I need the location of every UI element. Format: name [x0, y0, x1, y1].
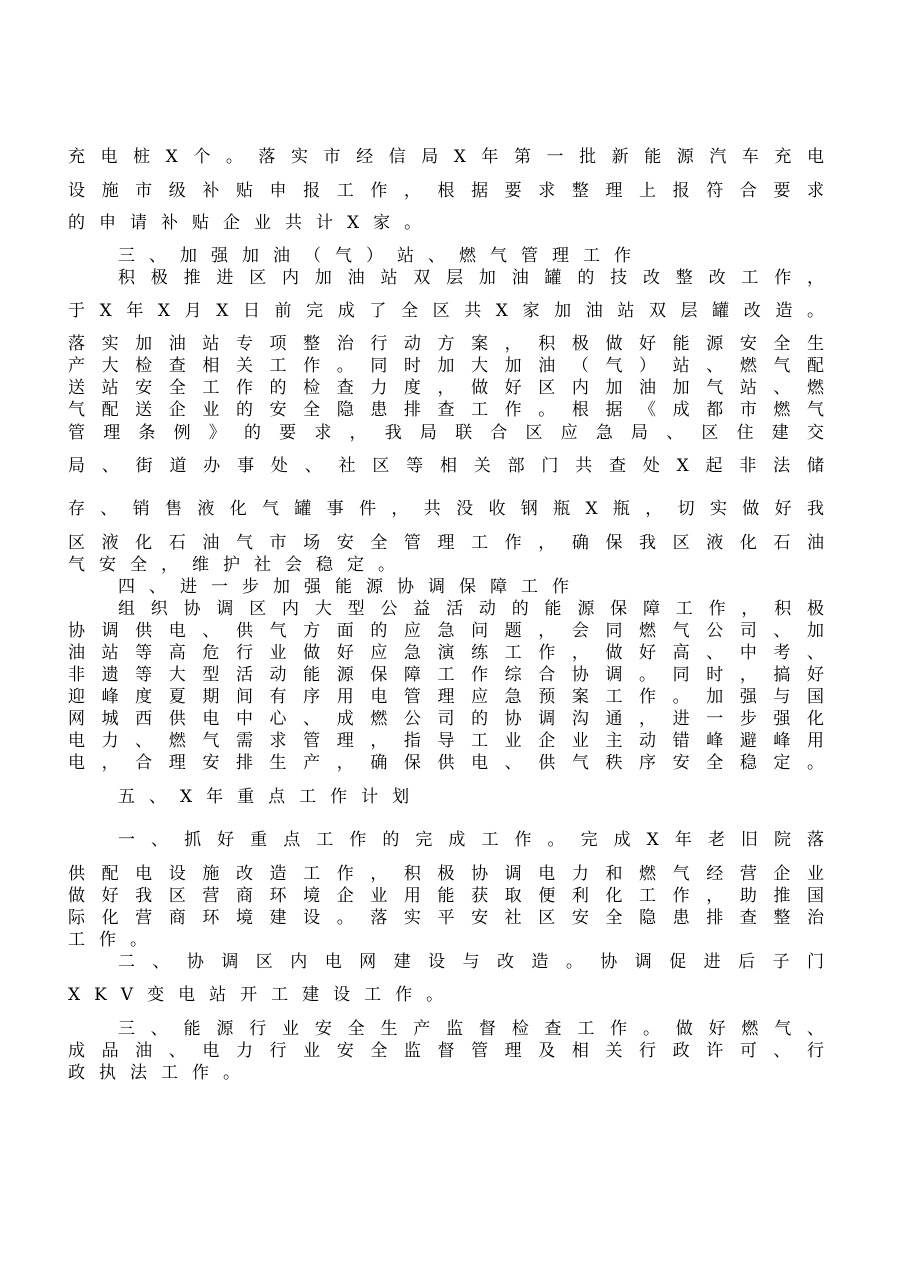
- text-line: 积极推进区内加油站双层加油罐的技改整改工作，: [118, 268, 824, 288]
- text-line: 局、街道办事处、社区等相关部门共查处X起非法储: [68, 456, 824, 476]
- text-line: 落实加油站专项整治行动方案，积极做好能源安全生: [68, 334, 824, 354]
- text-line: [68, 555, 824, 575]
- text-line: 做好我区营商环境企业用能获取便利化工作，助推国: [68, 886, 824, 906]
- text-line: 油站等高危行业做好应急演练工作，做好高、中考、: [68, 643, 824, 663]
- text-line: 成品油、电力行业安全监督管理及相关行政许可、行: [68, 1041, 824, 1061]
- section-heading: [118, 246, 824, 266]
- text-line: 管理条例》的要求，我局联合区应急局、区住建交: [68, 423, 824, 443]
- heading-text: 三、加强加油（气）站、燃气管理工作: [118, 246, 645, 266]
- text-line: 三、能源行业安全生产监督检查工作。做好燃气、: [118, 1019, 824, 1039]
- section-heading: [118, 577, 824, 597]
- text-span: 政执法工作。: [68, 1063, 254, 1083]
- text-span: 的申请补贴企业共计X家。: [68, 213, 436, 233]
- text-line: [68, 930, 824, 950]
- text-line: 供配电设施改造工作，积极协调电力和燃气经营企业: [68, 864, 824, 884]
- text-line: 电，合理安排生产，确保供电、供气秩序安全稳定。: [68, 753, 824, 773]
- text-line: 电力、燃气需求管理，指导工业企业主动错峰避峰用: [68, 731, 824, 751]
- text-line: [68, 985, 824, 1005]
- section-heading: [118, 787, 824, 807]
- heading-text: 五、X年重点工作计划: [118, 787, 424, 807]
- heading-text: 四、进一步加强能源协调保障工作: [118, 577, 583, 597]
- text-line: 存、销售液化气罐事件，共没收钢瓶X瓶，切实做好我: [68, 499, 824, 519]
- text-line: 一、抓好重点工作的完成工作。完成X年老旧院落: [118, 830, 824, 850]
- text-line: 产大检查相关工作。同时加大加油（气）站、燃气配: [68, 356, 824, 376]
- text-line: 设施市级补贴申报工作，根据要求整理上报符合要求: [68, 181, 824, 201]
- text-span: XKV变电站开工建设工作。: [68, 985, 458, 1005]
- text-line: 协调供电、供气方面的应急问题，会同燃气公司、加: [68, 621, 824, 641]
- text-line: [68, 213, 824, 233]
- text-line: 际化营商环境建设。落实平安社区安全隐患排查整治: [68, 908, 824, 928]
- text-line: 迎峰度夏期间有序用电管理应急预案工作。加强与国: [68, 687, 824, 707]
- text-span: 气安全，维护社会稳定。: [68, 555, 409, 575]
- text-span: 工作。: [68, 930, 161, 950]
- text-line: 非遗等大型活动能源保障工作综合协调。同时，搞好: [68, 665, 824, 685]
- text-line: 于X年X月X日前完成了全区共X家加油站双层罐改造。: [68, 301, 824, 321]
- text-line: 网城西供电中心、成燃公司的协调沟通，进一步强化: [68, 709, 824, 729]
- text-line: 二、协调区内电网建设与改造。协调促进后子门: [118, 952, 824, 972]
- text-line: [68, 1063, 824, 1083]
- text-line: 区液化石油气市场安全管理工作，确保我区液化石油: [68, 533, 824, 553]
- text-line: 气配送企业的安全隐患排查工作。根据《成都市燃气: [68, 400, 824, 420]
- text-line: 充电桩X个。落实市经信局X年第一批新能源汽车充电: [68, 147, 824, 167]
- text-line: 组织协调区内大型公益活动的能源保障工作，积极: [118, 599, 824, 619]
- text-line: 送站安全工作的检查力度，做好区内加油加气站、燃: [68, 378, 824, 398]
